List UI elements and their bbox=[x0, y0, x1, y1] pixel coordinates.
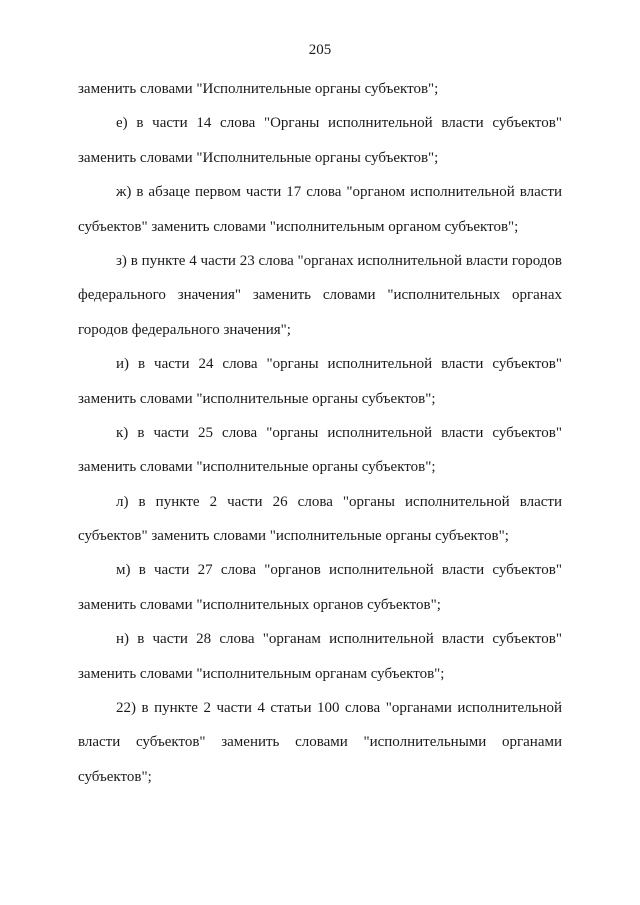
text-line: ж) в абзаце первом части 17 слова "органом исполнительной власти bbox=[116, 184, 562, 201]
text-line: субъектов" заменить словами "исполнительные органы субъектов"; bbox=[78, 528, 509, 545]
text-line: заменить словами "Исполнительные органы субъектов"; bbox=[78, 81, 439, 97]
text-line: л) в пункте 2 части 26 слова "органы исполнительной власти bbox=[116, 493, 562, 510]
text-line: к) в части 25 слова "органы исполнительной власти субъектов" bbox=[116, 424, 562, 441]
text-line: 22) в пункте 2 части 4 статьи 100 слова "органами исполнительной bbox=[116, 700, 562, 717]
text-line: городов федерального значения"; bbox=[78, 321, 291, 338]
text-line: заменить словами "исполнительным органам субъектов"; bbox=[78, 665, 445, 682]
text-line: заменить словами "Исполнительные органы субъектов"; bbox=[78, 149, 439, 166]
text-line: власти субъектов" заменить словами "исполнительными органами bbox=[78, 734, 562, 751]
text-line: е) в части 14 слова "Органы исполнительной власти субъектов" bbox=[116, 115, 562, 132]
text-line: заменить словами "исполнительных органов субъектов"; bbox=[78, 596, 441, 613]
text-line: субъектов" заменить словами "исполнительным органом субъектов"; bbox=[78, 218, 519, 235]
text-line: заменить словами "исполнительные органы субъектов"; bbox=[78, 459, 436, 476]
document-body bbox=[78, 72, 562, 794]
text-line: м) в части 27 слова "органов исполнительной власти субъектов" bbox=[116, 562, 562, 579]
text-line: федерального значения" заменить словами "исполнительных органах bbox=[78, 287, 562, 304]
text-line: н) в части 28 слова "органам исполнительной власти субъектов" bbox=[116, 631, 562, 648]
text-line: заменить словами "исполнительные органы субъектов"; bbox=[78, 390, 436, 407]
text-line: субъектов"; bbox=[78, 768, 152, 785]
text-line: з) в пункте 4 части 23 слова "органах исполнительной власти городов bbox=[116, 252, 562, 269]
text-line: и) в части 24 слова "органы исполнительной власти субъектов" bbox=[116, 356, 562, 373]
page-number: 205 bbox=[308, 42, 332, 58]
